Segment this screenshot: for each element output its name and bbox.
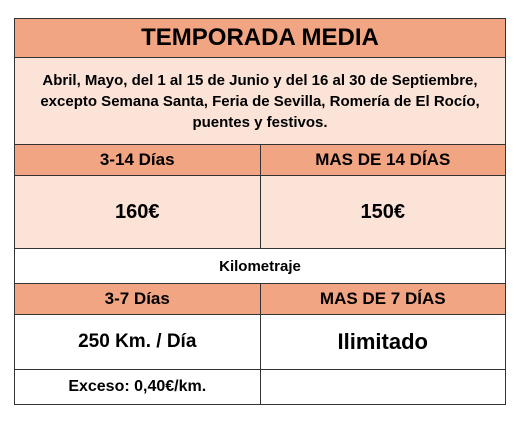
price-row [15, 176, 506, 249]
season-title: TEMPORADA MEDIA [15, 19, 506, 58]
mileage-section-label: Kilometraje [15, 249, 506, 284]
mileage-long-value: Ilimitado [260, 315, 506, 370]
mileage-header-row [15, 284, 506, 315]
price-short: 160€ [15, 176, 261, 249]
season-description: Abril, Mayo, del 1 al 15 de Junio y del 16 al 30 de Septiembre, excepto Semana Santa, Feria de Sevilla, Romería de El Rocío, puentes y festivos. [15, 58, 506, 145]
price-long: 150€ [260, 176, 506, 249]
excess-row [15, 370, 506, 405]
mileage-short-header: 3-7 Días [15, 284, 261, 315]
description-row [15, 58, 506, 145]
duration-short-header: 3-14 Días [15, 145, 261, 176]
mileage-short-value: 250 Km. / Día [15, 315, 261, 370]
duration-long-header: MAS DE 14 DÍAS [260, 145, 506, 176]
pricing-table [14, 18, 506, 405]
duration-header-row [15, 145, 506, 176]
mileage-value-row [15, 315, 506, 370]
excess-empty-cell [260, 370, 506, 405]
mileage-long-header: MAS DE 7 DÍAS [260, 284, 506, 315]
excess-charge: Exceso: 0,40€/km. [15, 370, 261, 405]
title-row [15, 19, 506, 58]
mileage-label-row [15, 249, 506, 284]
